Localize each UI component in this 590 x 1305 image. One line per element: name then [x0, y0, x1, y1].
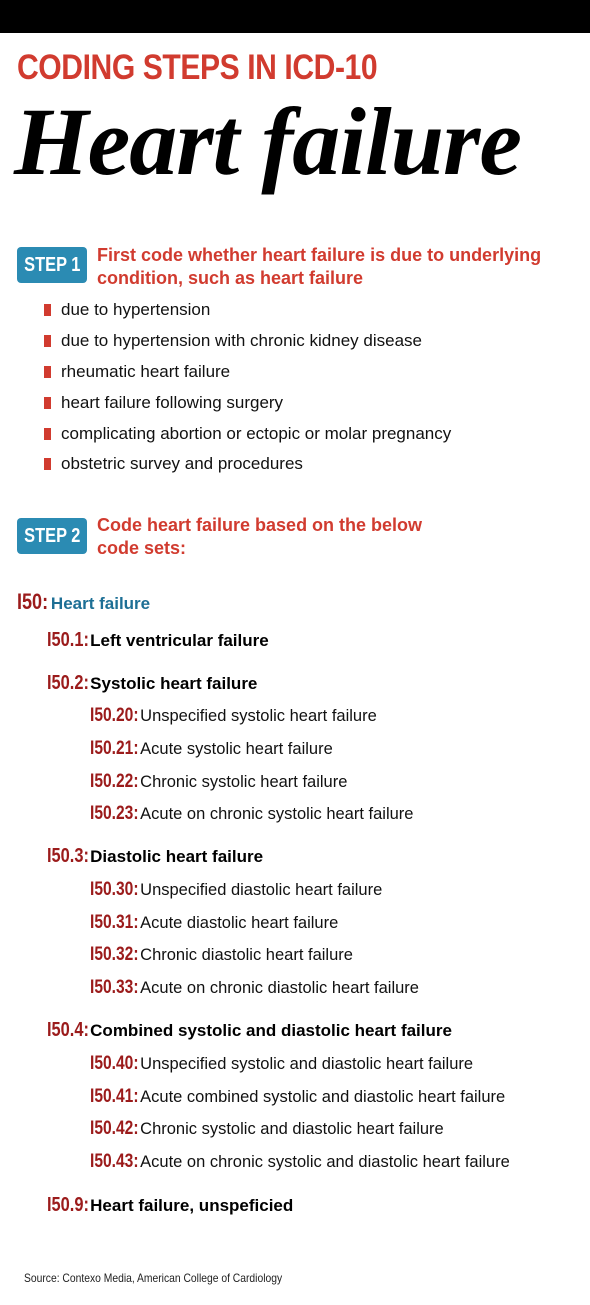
code-label: Heart failure, unspeficied [90, 1196, 294, 1215]
code-row-i50-23 [90, 803, 413, 825]
step-1-heading: First code whether heart failure is due to underlying condition, such as heart failure [97, 245, 542, 288]
code-row-i50-30 [90, 879, 382, 901]
bullet-text: heart failure following surgery [61, 392, 284, 412]
bullet-square-icon [44, 366, 51, 378]
code-label: Chronic systolic and diastolic heart failure [140, 1120, 444, 1138]
code-id: I50.1: [47, 629, 89, 651]
code-label: Acute diastolic heart failure [140, 914, 339, 932]
list-item [44, 357, 451, 388]
code-id: I50.43: [90, 1151, 139, 1172]
bullet-text: rheumatic heart failure [61, 361, 231, 381]
step-2-heading: Code heart failure based on the below code sets: [97, 515, 423, 558]
code-row-i50-1 [47, 629, 269, 652]
code-label: Acute on chronic systolic heart failure [140, 805, 414, 823]
list-item [44, 449, 451, 480]
code-id: I50.31: [90, 912, 139, 933]
code-label: Unspecified diastolic heart failure [140, 881, 383, 899]
code-row-i50-33 [90, 977, 419, 999]
code-id: I50.23: [90, 803, 139, 824]
list-item [44, 295, 451, 326]
list-item [44, 387, 451, 418]
bullet-text: complicating abortion or ectopic or molar pregnancy [61, 423, 452, 443]
code-id: I50.32: [90, 944, 139, 965]
bullet-text: obstetric survey and procedures [61, 454, 303, 474]
bullet-square-icon [44, 397, 51, 409]
code-id: I50.41: [90, 1086, 139, 1107]
code-row-i50-43 [90, 1151, 510, 1173]
code-row-i50-4 [47, 1019, 452, 1042]
bullet-square-icon [44, 335, 51, 347]
code-label: Chronic systolic heart failure [140, 773, 348, 791]
code-label: Heart failure [50, 594, 151, 613]
code-row-i50-9 [47, 1194, 293, 1217]
code-row-i50-20 [90, 705, 377, 727]
code-label: Left ventricular failure [90, 631, 269, 650]
code-label: Diastolic heart failure [90, 847, 264, 866]
code-id: I50.20: [90, 705, 139, 726]
kicker-heading: CODING STEPS IN ICD-10 [17, 48, 378, 87]
code-row-i50-2 [47, 672, 257, 695]
code-label: Acute on chronic diastolic heart failure [140, 979, 419, 997]
step-1-badge-label: STEP 1 [23, 253, 81, 276]
code-id: I50.30: [90, 879, 139, 900]
code-id: I50.3: [47, 845, 89, 867]
code-row-i50-31 [90, 912, 338, 934]
code-label: Acute on chronic systolic and diastolic heart failure [140, 1153, 510, 1171]
code-row-i50-41 [90, 1086, 505, 1108]
page-title: Heart failure [14, 88, 521, 195]
code-label: Combined systolic and diastolic heart failure [90, 1021, 452, 1040]
code-label: Acute systolic heart failure [140, 740, 333, 758]
step-1-bullet-list [44, 295, 451, 480]
code-id: I50: [17, 589, 49, 614]
step-2-badge [17, 518, 87, 554]
code-id: I50.9: [47, 1194, 89, 1216]
code-row-i50 [17, 589, 150, 615]
code-id: I50.4: [47, 1019, 89, 1041]
code-label: Unspecified systolic and diastolic heart failure [140, 1055, 474, 1073]
code-row-i50-42 [90, 1118, 444, 1140]
source-credit: Source: Contexo Media, American College of Cardiology [24, 1271, 283, 1285]
code-id: I50.33: [90, 977, 139, 998]
code-id: I50.40: [90, 1053, 139, 1074]
step-2-badge-label: STEP 2 [23, 524, 81, 547]
code-label: Systolic heart failure [90, 674, 258, 693]
bullet-text: due to hypertension with chronic kidney disease [61, 331, 422, 351]
step-1-badge [17, 247, 87, 283]
code-id: I50.42: [90, 1118, 139, 1139]
code-row-i50-22 [90, 771, 347, 793]
code-row-i50-40 [90, 1053, 473, 1075]
code-row-i50-3 [47, 845, 263, 868]
top-bar [0, 0, 590, 33]
code-label: Unspecified systolic heart failure [140, 707, 377, 725]
bullet-text: due to hypertension [61, 300, 211, 320]
code-label: Acute combined systolic and diastolic heart failure [140, 1088, 506, 1106]
code-label: Chronic diastolic heart failure [140, 946, 353, 964]
code-id: I50.2: [47, 672, 89, 694]
code-row-i50-32 [90, 944, 353, 966]
code-row-i50-21 [90, 738, 333, 760]
bullet-square-icon [44, 428, 51, 440]
code-id: I50.21: [90, 738, 139, 759]
list-item [44, 326, 451, 357]
code-id: I50.22: [90, 771, 139, 792]
bullet-square-icon [44, 304, 51, 316]
list-item [44, 418, 451, 449]
bullet-square-icon [44, 458, 51, 470]
